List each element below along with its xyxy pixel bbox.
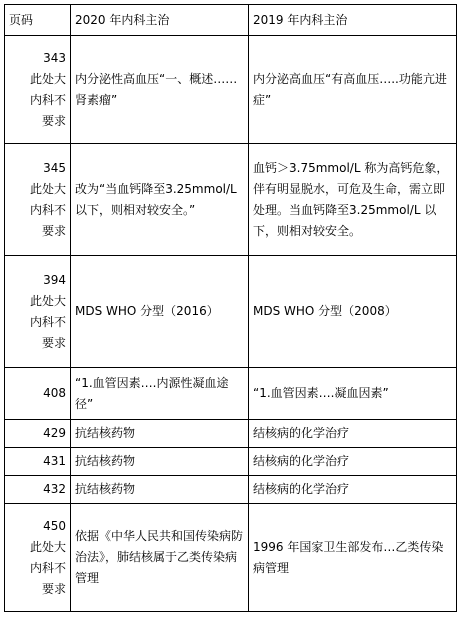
page-number: 429 bbox=[43, 426, 66, 440]
comparison-table bbox=[4, 4, 457, 612]
cell-2020: 抗结核药物 bbox=[71, 476, 249, 504]
page-number: 432 bbox=[43, 482, 66, 496]
cell-2020: MDS WHO 分型（2016） bbox=[71, 256, 249, 368]
page-note: 此处大内科不要求 bbox=[30, 293, 67, 350]
table-row bbox=[5, 256, 457, 368]
page-note: 此处大内科不要求 bbox=[30, 539, 67, 596]
page-note: 此处大内科不要求 bbox=[30, 71, 67, 128]
table-row bbox=[5, 36, 457, 144]
table-row bbox=[5, 420, 457, 448]
header-row bbox=[5, 5, 457, 36]
cell-2020: 内分泌性高血压“一、概述……肾素瘤” bbox=[71, 36, 249, 144]
table-row bbox=[5, 504, 457, 612]
cell-2019: MDS WHO 分型（2008） bbox=[249, 256, 457, 368]
cell-2019: 结核病的化学治疗 bbox=[249, 448, 457, 476]
page-number: 345 bbox=[43, 160, 66, 175]
table-row bbox=[5, 368, 457, 420]
page-cell bbox=[5, 368, 71, 420]
cell-2019: 1996 年国家卫生部发布…乙类传染病管理 bbox=[249, 504, 457, 612]
cell-2020: 改为“当血钙降至3.25mmol/L 以下，则相对较安全。” bbox=[71, 144, 249, 256]
cell-2020: 抗结核药物 bbox=[71, 448, 249, 476]
cell-2020: 依据《中华人民共和国传染病防治法》，肺结核属于乙类传染病管理 bbox=[71, 504, 249, 612]
page-cell bbox=[5, 448, 71, 476]
cell-2019: 内分泌高血压“有高血压…..功能亢进症” bbox=[249, 36, 457, 144]
page-number: 394 bbox=[43, 272, 66, 287]
header-page: 页码 bbox=[5, 5, 71, 36]
table-row bbox=[5, 144, 457, 256]
page-cell bbox=[5, 504, 71, 612]
page-cell bbox=[5, 36, 71, 144]
page-cell bbox=[5, 256, 71, 368]
page-note: 此处大内科不要求 bbox=[30, 181, 67, 238]
header-2019: 2019 年内科主治 bbox=[249, 5, 457, 36]
page-number: 408 bbox=[43, 386, 66, 400]
page-cell bbox=[5, 420, 71, 448]
cell-2019: 结核病的化学治疗 bbox=[249, 420, 457, 448]
cell-2019: 血钙＞3.75mmol/L 称为高钙危象，伴有明显脱水，可危及生命，需立即处理。当血钙降至3.25mmol/L 以下，则相对较安全。 bbox=[249, 144, 457, 256]
table-row bbox=[5, 476, 457, 504]
page-cell bbox=[5, 476, 71, 504]
page-number: 343 bbox=[43, 50, 66, 65]
cell-2020: “1.血管因素….内源性凝血途径” bbox=[71, 368, 249, 420]
cell-2019: “1.血管因素….凝血因素” bbox=[249, 368, 457, 420]
page-number: 431 bbox=[43, 454, 66, 468]
header-2020: 2020 年内科主治 bbox=[71, 5, 249, 36]
table-row bbox=[5, 448, 457, 476]
cell-2019: 结核病的化学治疗 bbox=[249, 476, 457, 504]
page-number: 450 bbox=[43, 518, 66, 533]
page-cell bbox=[5, 144, 71, 256]
cell-2020: 抗结核药物 bbox=[71, 420, 249, 448]
